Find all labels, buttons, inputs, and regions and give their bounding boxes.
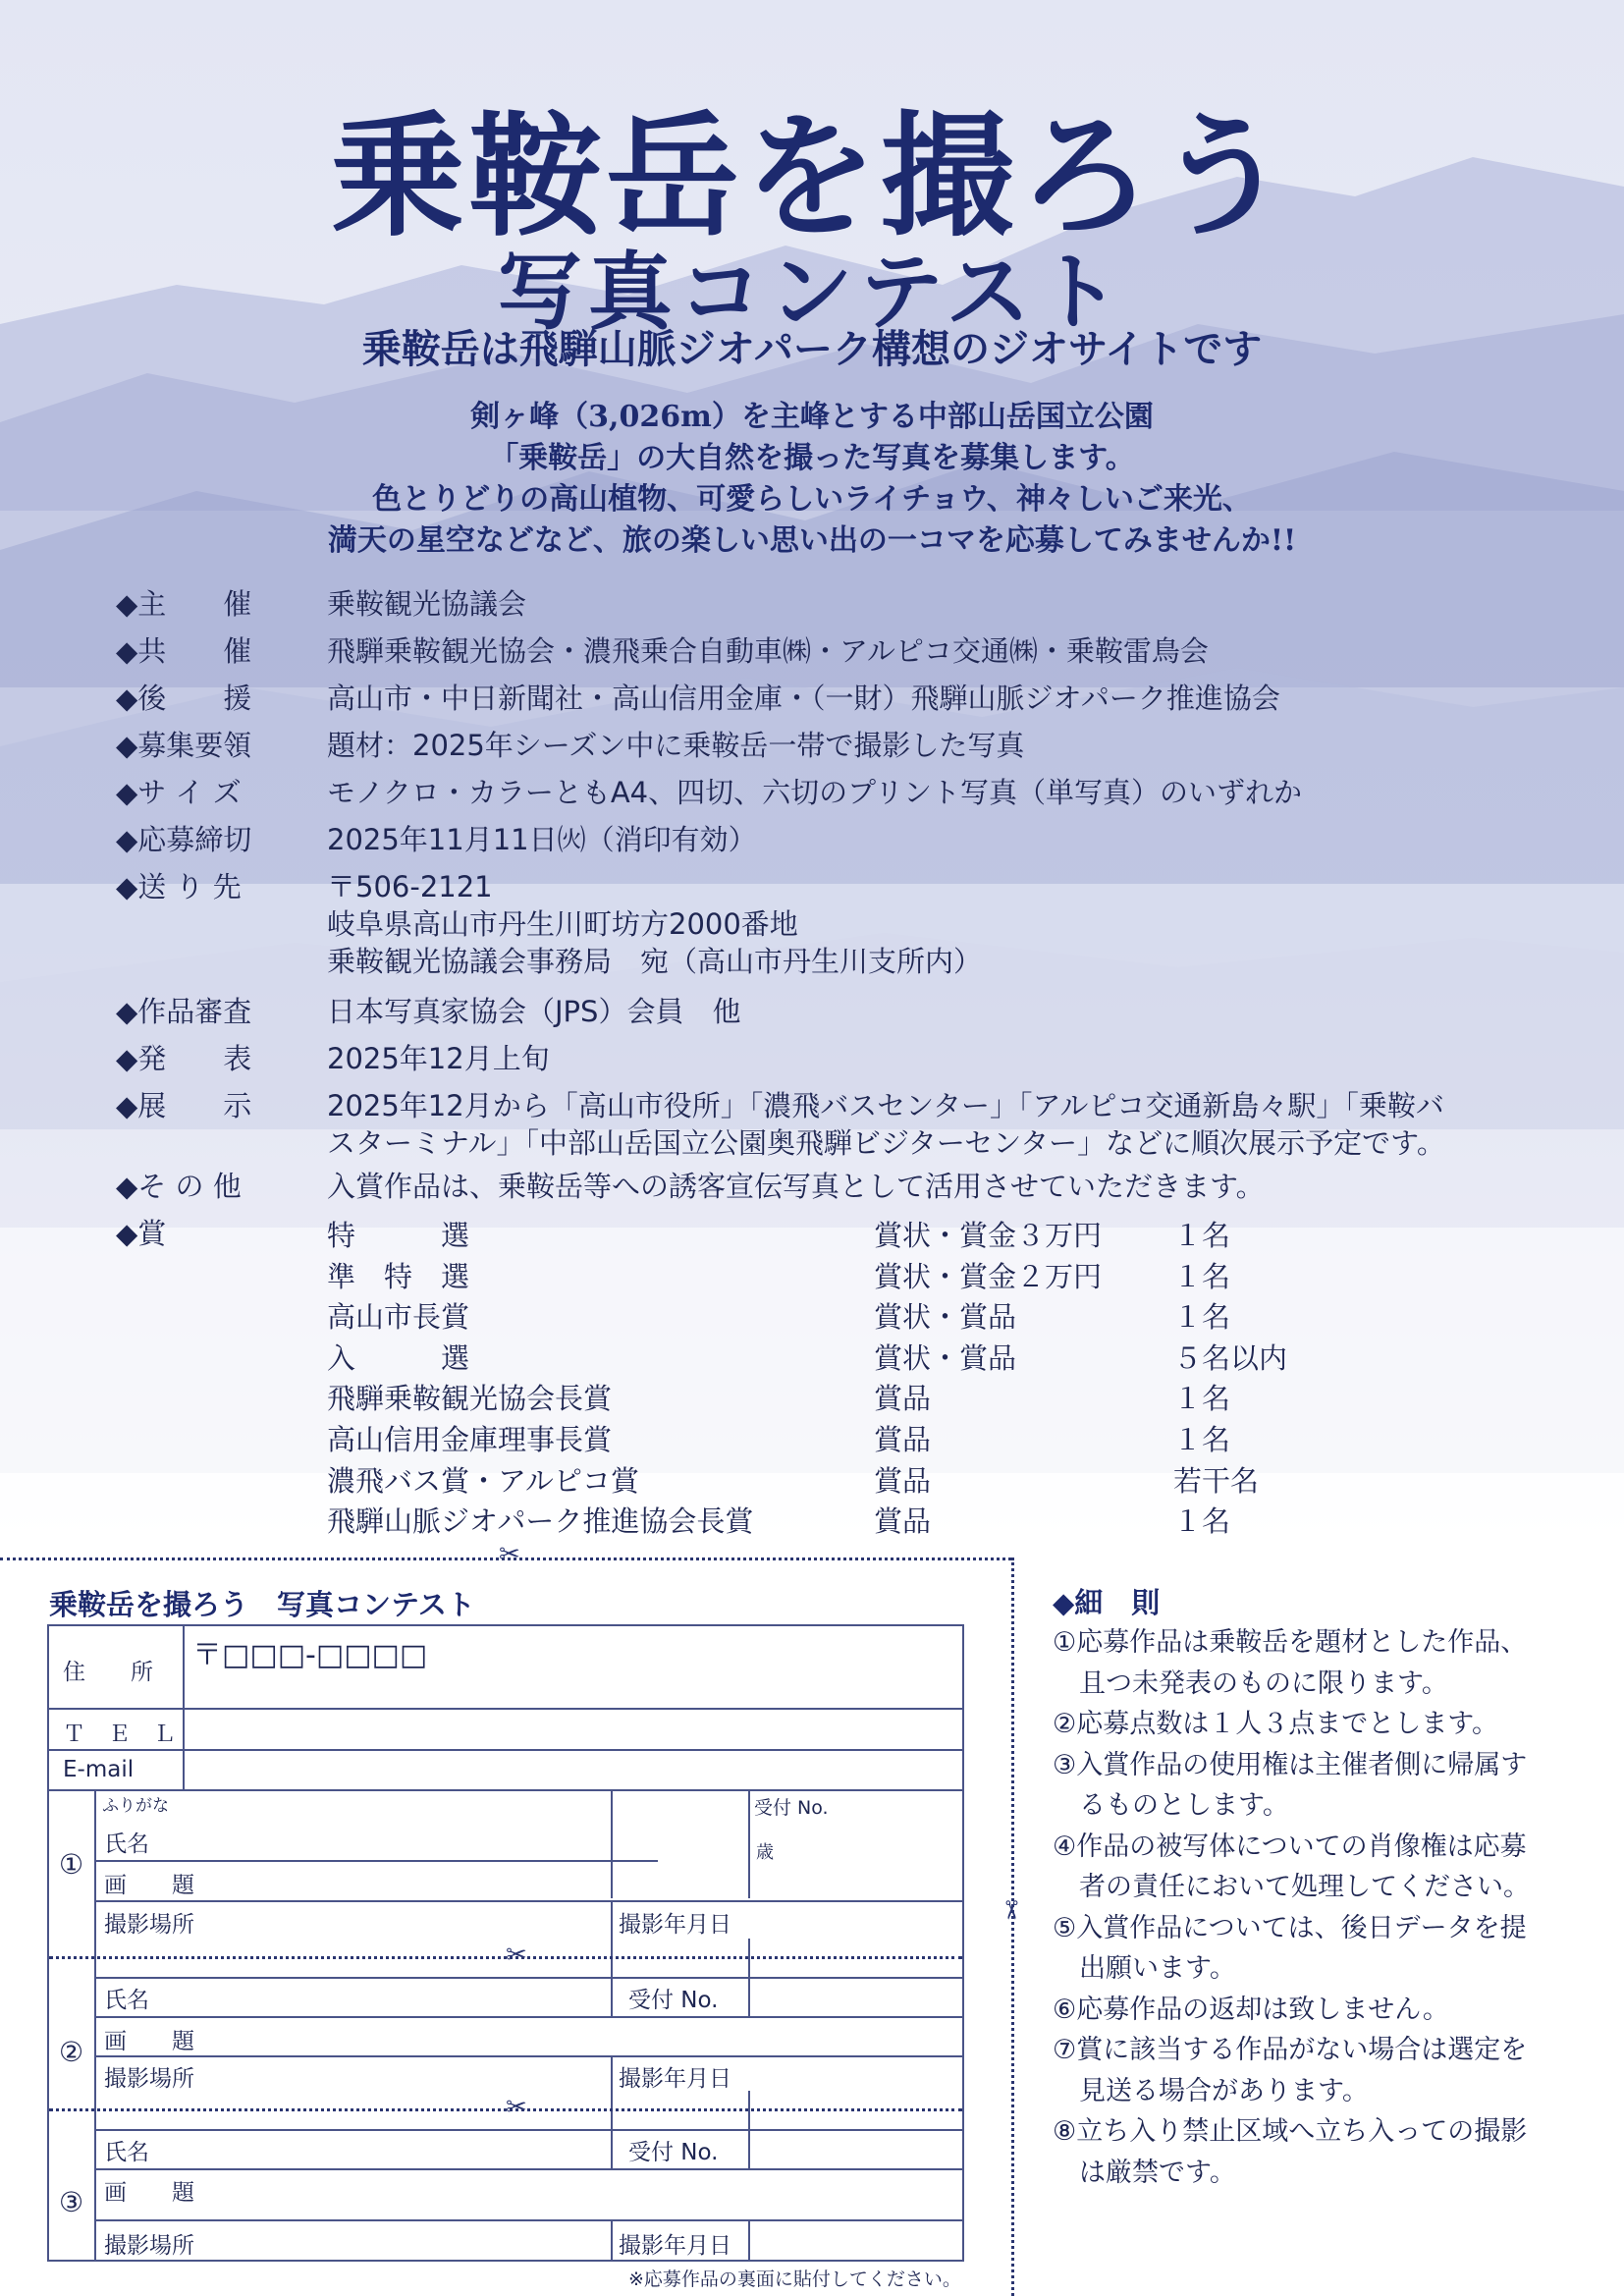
prize-name: 準 特 選 bbox=[327, 1259, 470, 1293]
intro-line: 色とりどりの高山植物、可愛らしいライチョウ、神々しいご来光、 bbox=[372, 482, 1252, 517]
rule-line: るものとします。 bbox=[1053, 1790, 1289, 1821]
photo-title-label: 画 題 bbox=[104, 1873, 194, 1898]
postal-code: 〒506-2121 bbox=[327, 870, 493, 903]
prize-award: 賞品 bbox=[874, 1422, 932, 1456]
info-address bbox=[116, 868, 1530, 993]
furigana-label: ふりがな bbox=[102, 1796, 169, 1816]
form-title: 乗鞍岳を撮ろう 写真コンテスト bbox=[49, 1588, 475, 1621]
prize-count: 若干名 bbox=[1173, 1463, 1260, 1498]
exhibit-line: 2025年12月から「高山市役所」「濃飛バスセンター」「アルピコ交通新島々駅」「乗鞍バ bbox=[327, 1089, 1444, 1122]
prize-award: 賞状・賞品 bbox=[874, 1300, 1017, 1335]
info-label: ◆募集要領 bbox=[116, 729, 252, 762]
prize-award: 賞状・賞金３万円 bbox=[874, 1219, 1103, 1252]
info-value bbox=[327, 868, 1530, 980]
rule-line: 者の責任において処理してください。 bbox=[1053, 1872, 1530, 1902]
address-field[interactable] bbox=[185, 1626, 962, 1708]
geopark-tagline: 乗鞍岳は飛騨山脈ジオパーク構想のジオサイトです bbox=[361, 327, 1263, 372]
info-label: ◆賞 bbox=[116, 1217, 167, 1250]
address-label: 住 所 bbox=[63, 1660, 153, 1685]
info-value: モノクロ・カラーともA4、四切、六切のプリント写真（単写真）のいずれか bbox=[327, 776, 1302, 809]
info-size bbox=[116, 774, 1530, 821]
entry-form bbox=[47, 1624, 964, 2262]
prize-name: 高山信用金庫理事長賞 bbox=[327, 1422, 613, 1456]
scissors-icon: ✂ bbox=[995, 1899, 1025, 1921]
rule-line: ④作品の被写体についての肖像権は応募 bbox=[1053, 1831, 1527, 1862]
prize-count: １名 bbox=[1173, 1300, 1231, 1335]
info-label: ◆主 催 bbox=[116, 587, 252, 621]
entry-number: ③ bbox=[59, 2186, 84, 2218]
info-label: ◆展 示 bbox=[116, 1089, 252, 1122]
intro-line: 剣ヶ峰（3,026m）を主峰とする中部山岳国立公園 bbox=[470, 400, 1154, 434]
info-announce bbox=[116, 1040, 1530, 1087]
tel-label: Ｔ Ｅ Ｌ bbox=[63, 1722, 176, 1747]
location-label: 撮影場所 bbox=[104, 1912, 194, 1938]
prize-name: 入 選 bbox=[327, 1340, 470, 1375]
email-field[interactable] bbox=[185, 1751, 962, 1789]
rule-line: ⑦賞に該当する作品がない場合は選定を bbox=[1053, 2035, 1528, 2065]
prize-count: １名 bbox=[1173, 1504, 1231, 1539]
rule-line: ①応募作品は乗鞍岳を題材とした作品、 bbox=[1053, 1627, 1528, 1658]
form-note: ※応募作品の裏面に貼付してください。 bbox=[628, 2269, 961, 2290]
name-label: 氏名 bbox=[104, 1831, 149, 1857]
info-value: 日本写真家協会（JPS）会員 他 bbox=[327, 995, 741, 1028]
photo-title-label: 画 題 bbox=[104, 2029, 194, 2054]
info-value: 題材：2025年シーズン中に乗鞍岳一帯で撮影した写真 bbox=[327, 729, 1025, 762]
info-host bbox=[116, 585, 1530, 632]
entry-number: ① bbox=[59, 1848, 84, 1881]
location-label: 撮影場所 bbox=[104, 2233, 194, 2259]
tel-field[interactable] bbox=[185, 1710, 962, 1749]
info-value: 2025年11月11日㈫（消印有効） bbox=[327, 823, 757, 856]
info-value: 高山市・中日新聞社・高山信用金庫・（一財）飛騨山脈ジオパーク推進協会 bbox=[327, 682, 1280, 715]
prize-count: １名 bbox=[1173, 1259, 1231, 1293]
info-label: ◆サ イ ズ bbox=[116, 776, 242, 809]
rules-list bbox=[1053, 1622, 1530, 2193]
date-label: 撮影年月日 bbox=[619, 2233, 731, 2259]
rule-line: ②応募点数は１人３点までとします。 bbox=[1053, 1709, 1499, 1739]
prize-name: 高山市長賞 bbox=[327, 1300, 470, 1335]
info-value bbox=[327, 1087, 1530, 1162]
postal-code-field[interactable]: 〒□□□-□□□□ bbox=[192, 1638, 428, 1672]
email-label: E-mail bbox=[63, 1757, 135, 1782]
entry-number: ② bbox=[59, 2036, 84, 2068]
contest-subtitle: 写真コンテスト bbox=[497, 244, 1127, 342]
prize-count: １名 bbox=[1173, 1422, 1231, 1456]
info-value: 乗鞍観光協議会 bbox=[327, 587, 527, 621]
intro-line: 満天の星空などなど、旅の楽しい思い出の一コマを応募してみませんか!! bbox=[327, 523, 1297, 558]
rule-line: ⑤入賞作品については、後日データを提 bbox=[1053, 1912, 1527, 1943]
scissors-icon: ✂ bbox=[499, 1540, 520, 1569]
info-label: ◆応募締切 bbox=[116, 823, 252, 856]
rules-heading: ◆細 則 bbox=[1053, 1586, 1161, 1619]
prize-award: 賞品 bbox=[874, 1504, 932, 1539]
intro-text bbox=[0, 397, 1624, 562]
cut-line-vertical bbox=[1011, 1558, 1014, 2296]
info-theme bbox=[116, 727, 1530, 774]
info-value: 2025年12月上旬 bbox=[327, 1042, 550, 1075]
prize-name: 飛騨山脈ジオパーク推進協会長賞 bbox=[327, 1504, 754, 1539]
info-label: ◆作品審査 bbox=[116, 995, 252, 1028]
rule-line: 出願います。 bbox=[1053, 1953, 1236, 1984]
prize-award: 賞品 bbox=[874, 1463, 932, 1498]
receipt-label: 受付 No. bbox=[628, 2140, 719, 2165]
contest-title: 乗鞍岳を撮ろう bbox=[331, 98, 1293, 255]
address-line: 乗鞍観光協議会事務局 宛（高山市丹生川支所内） bbox=[327, 945, 983, 978]
location-label: 撮影場所 bbox=[104, 2066, 194, 2092]
info-other bbox=[116, 1168, 1530, 1215]
date-label: 撮影年月日 bbox=[619, 1912, 731, 1938]
rule-line: ⑧立ち入り禁止区域へ立ち入っての撮影 bbox=[1053, 2116, 1528, 2147]
prize-count: １名 bbox=[1173, 1219, 1231, 1252]
prize-award: 賞状・賞金２万円 bbox=[874, 1259, 1103, 1293]
rule-line: ⑥応募作品の返却は致しません。 bbox=[1053, 1994, 1449, 2025]
info-support bbox=[116, 680, 1530, 727]
scissors-icon: ✂ bbox=[506, 2093, 527, 2122]
prize-count: ５名以内 bbox=[1173, 1340, 1288, 1375]
photo-title-label: 画 題 bbox=[104, 2180, 194, 2206]
info-deadline bbox=[116, 821, 1530, 868]
info-value: 入賞作品は、乗鞍岳等への誘客宣伝写真として活用させていただきます。 bbox=[327, 1170, 1265, 1203]
date-label: 撮影年月日 bbox=[619, 2066, 731, 2092]
prize-count: １名 bbox=[1173, 1382, 1231, 1416]
rule-line: ③入賞作品の使用権は主催者側に帰属す bbox=[1053, 1749, 1528, 1780]
rule-line: 且つ未発表のものに限ります。 bbox=[1053, 1667, 1448, 1699]
rule-line: は厳禁です。 bbox=[1053, 2157, 1236, 2188]
prize-award: 賞品 bbox=[874, 1382, 932, 1416]
info-value: 飛騨乗鞍観光協会・濃飛乗合自動車㈱・アルピコ交通㈱・乗鞍雷鳥会 bbox=[327, 634, 1209, 668]
prize-name: 飛騨乗鞍観光協会長賞 bbox=[327, 1382, 613, 1416]
rule-line: 見送る場合があります。 bbox=[1053, 2075, 1369, 2106]
contest-info bbox=[116, 585, 1530, 1254]
prize-award: 賞状・賞品 bbox=[874, 1340, 1017, 1375]
info-exhibit bbox=[116, 1087, 1530, 1168]
prize-name: 特 選 bbox=[327, 1219, 470, 1252]
receipt-label: 受付 No. bbox=[628, 1988, 719, 2013]
name-label: 氏名 bbox=[104, 2140, 149, 2165]
scissors-icon: ✂ bbox=[506, 1941, 527, 1970]
prize-name: 濃飛バス賞・アルピコ賞 bbox=[327, 1463, 639, 1498]
address-line: 岐阜県高山市丹生川町坊方2000番地 bbox=[327, 907, 798, 941]
info-judge bbox=[116, 993, 1530, 1040]
receipt-label: 受付 No. bbox=[754, 1797, 829, 1819]
info-label: ◆発 表 bbox=[116, 1042, 252, 1075]
info-label: ◆後 援 bbox=[116, 682, 252, 715]
name-label: 氏名 bbox=[104, 1988, 149, 2013]
info-label: ◆送 り 先 bbox=[116, 870, 242, 903]
info-cohost bbox=[116, 632, 1530, 680]
exhibit-line: スターミナル」「中部山岳国立公園奥飛騨ビジターセンター」などに順次展示予定です。 bbox=[327, 1126, 1445, 1160]
intro-line: 「乗鞍岳」の大自然を撮った写真を募集します。 bbox=[489, 441, 1135, 475]
age-label: 歳 bbox=[756, 1842, 774, 1863]
info-label: ◆共 催 bbox=[116, 634, 252, 668]
info-label: ◆そ の 他 bbox=[116, 1170, 242, 1203]
